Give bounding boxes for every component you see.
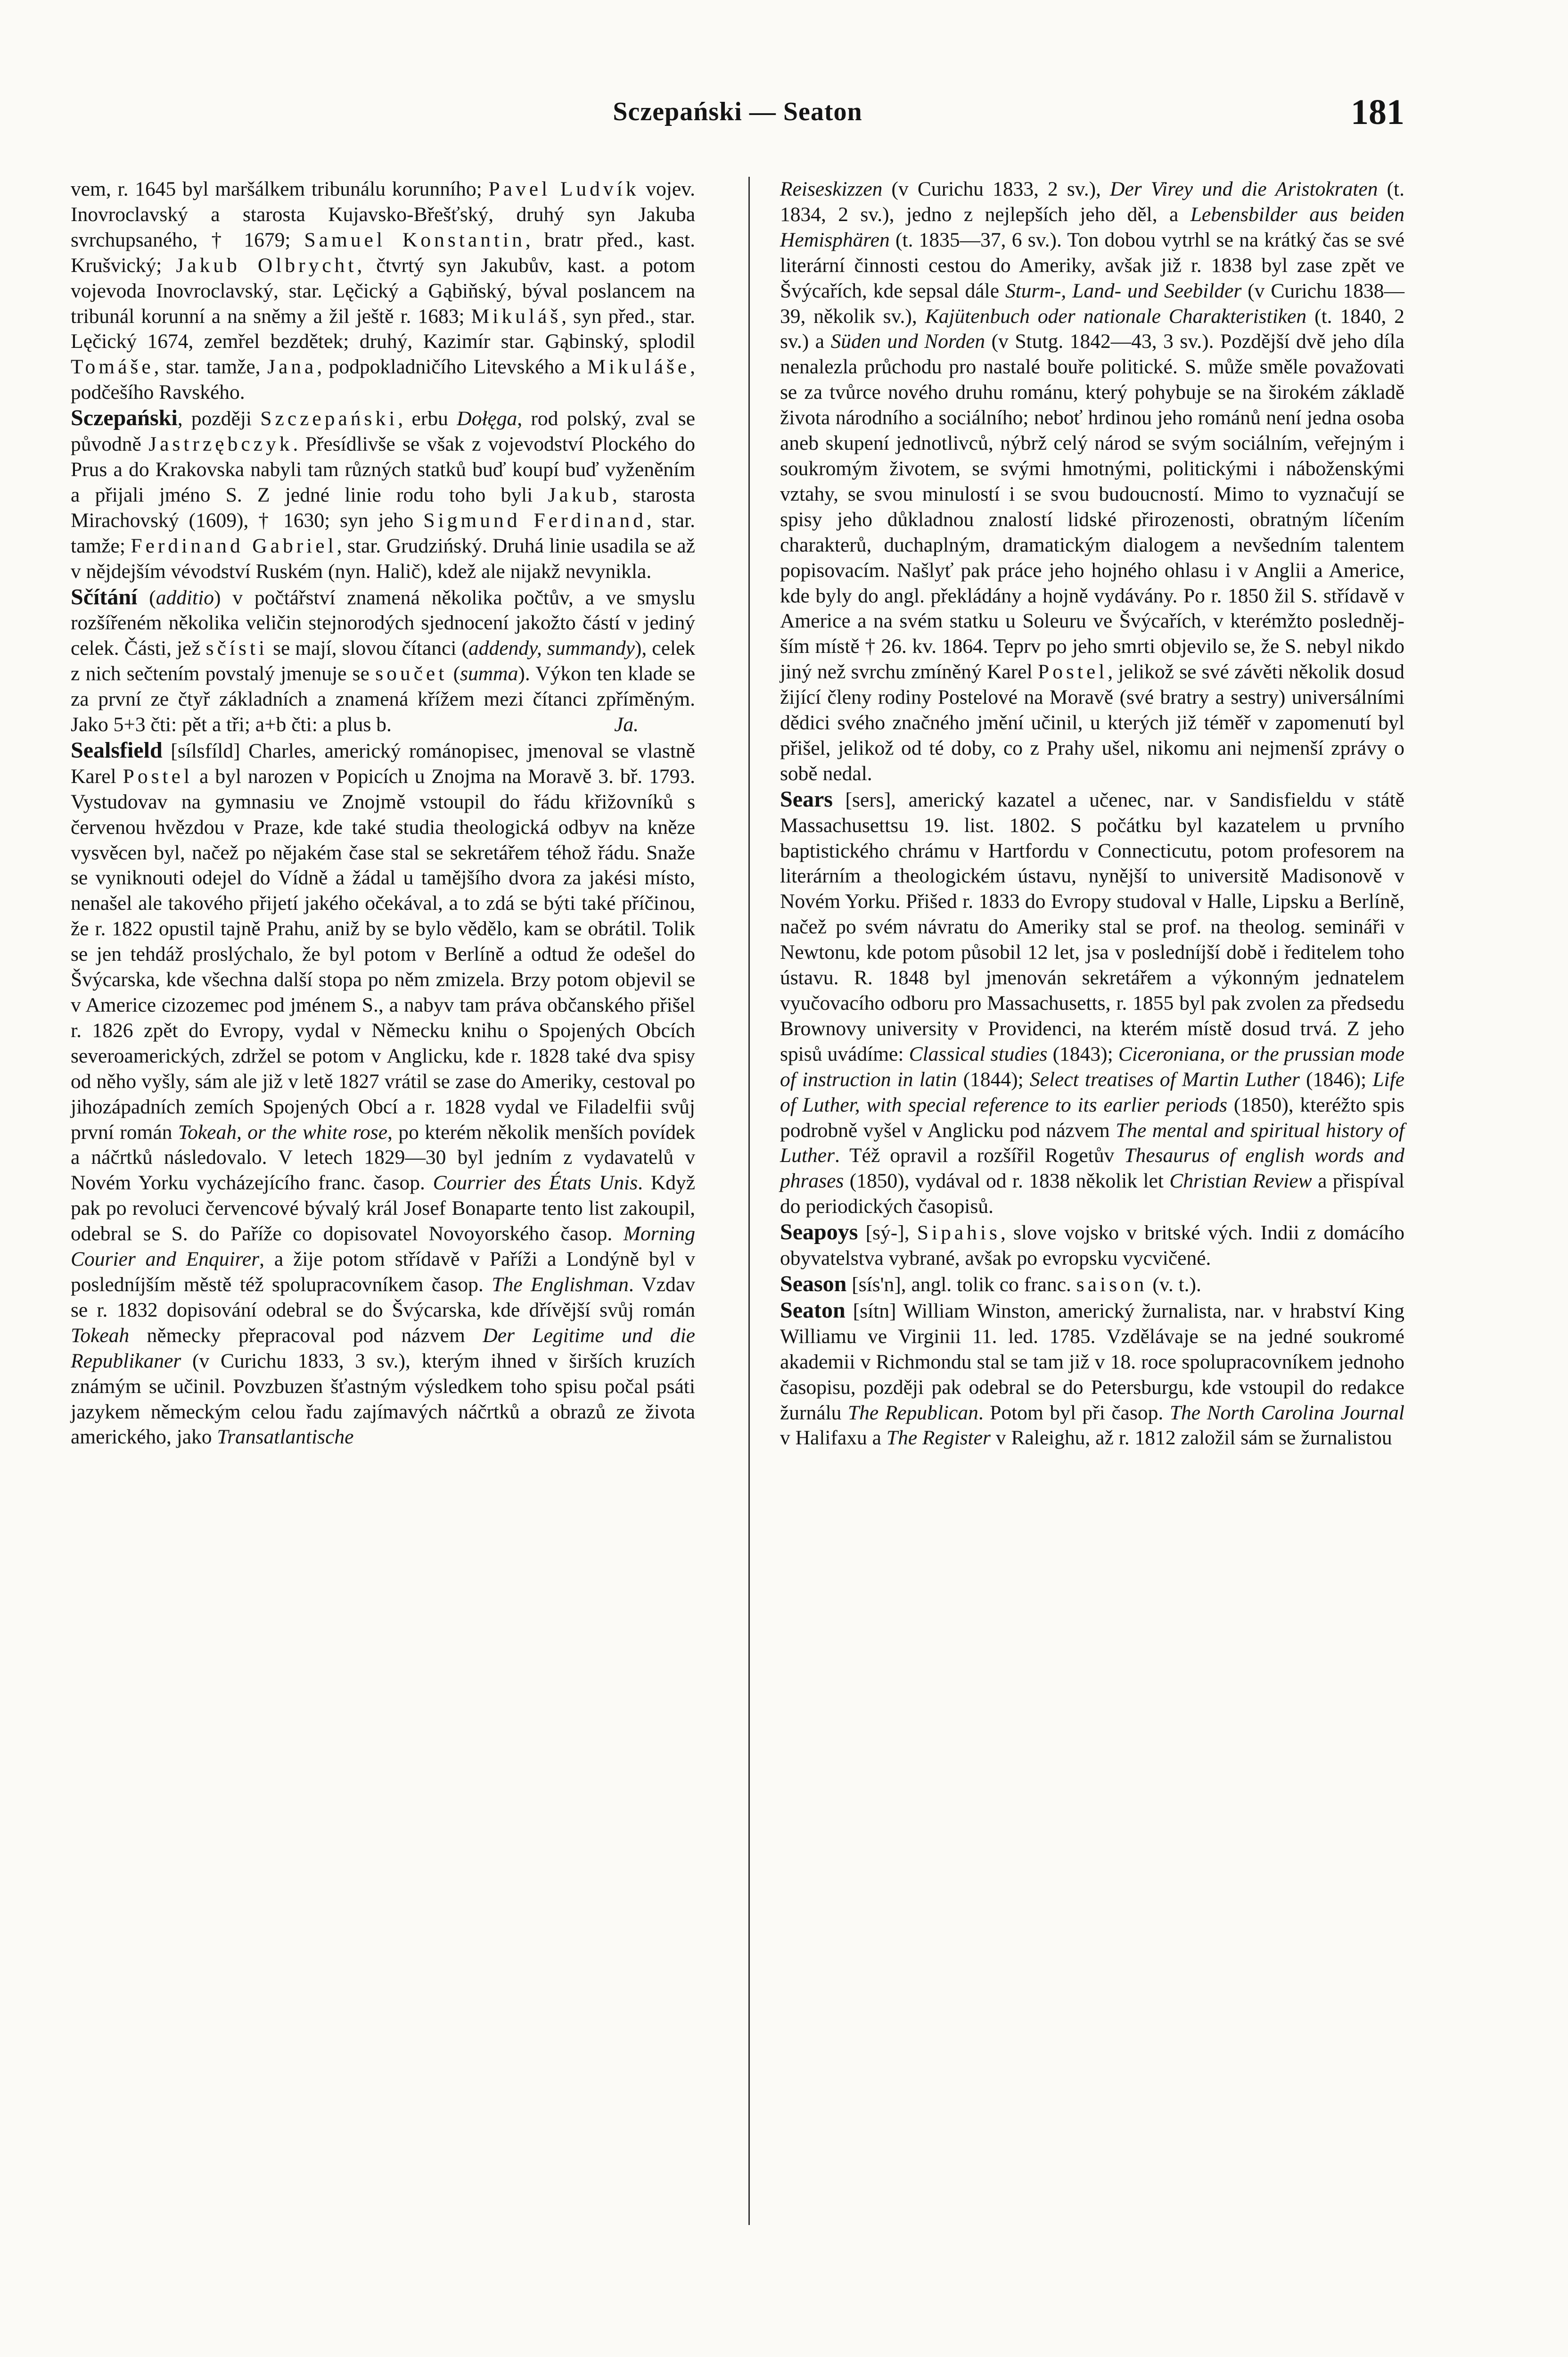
entry-season: Season [sís'n], angl. tolik co franc. saison (v. t.).: [780, 1271, 1201, 1296]
entry-sczepanski: Sczepański, později Szczepański, erbu Dołęga, rod polský, zval se původně Jastrzębczyk. Přesídlivše se však z vojevodství Plockého do Prus a do Krakovska nabyli tam různých statků buď koupí buď vyženěním a přijali jméno S. Z jedné linie rodu toho byli Jakub, starosta Mirachovský (1609), † 1630; syn jeho Sigmund Ferdinand, star. tamže; Ferdinand Gabriel, star. Grudzińský. Druhá linie usadila se až v nějdejším vévodství Ruském (nyn. Halič), kdež ale nijakž nevynikla.: [71, 405, 695, 583]
headword: Sčítání: [71, 584, 138, 610]
entry-sealsfield: Sealsfield [sílsfíld] Charles, americký románopisec, jmenoval se vlastně Karel Postel a byl narozen v Popicích u Znojma na Moravě 3. bř. 1793. Vystudovav na gymnasiu ve Znojmě vstoupil do řádu křižovníků s červenou hvězdou v Praze, kde také studia theologická odbyv na kněze vysvěcen byl, načež po nějakém čase stal se sekretářem téhož řádu. Snaže se vyniknouti odejel do Vídně a žádal u tamějšího dvora za jakési místo, nenašel ale takového přijetí jakého očekával, a to zdá se býti také příčinou, že r. 1822 opustil tajně Prahu, aniž by se bylo vědělo, kam se obrátil. Tolik se jen tehdáž proslýchalo, že byl potom v Berlíně a odtud že odešel do Švýcarska, kde všechna další stopa po něm zmizela. Brzy potom objevil se v Americe cizozemec pod jménem S., a nabyv tam práva občanského přišel r. 1826 zpět do Evropy, vydal v Německu knihu o Spojených Obcích severoamerických, zdržel se potom v Anglicku, kde r. 1828 také dva spisy od něho vyšly, sám ale již v letě 1827 vrátil se zase do Ameriky, cestoval po jihozápadních zemích Spojených Obcí a r. 1828 vydal ve Filadelfii svůj první román Tokeah, or the white rose, po kterém několik menších povídek a náčrtků následovalo. V letech 1829—30 byl jedním z vydavatelů v Novém Yorku vycházejícího franc. časop. Courrier des États Unis. Když pak po revoluci červencové bývalý král Josef Bonaparte tento list zakoupil, odebral se S. do Paříže co dopisovatel Novoyorského časop. Morning Courier and Enquirer, a žije potom střídavě v Paříži a Londýně byl v posledníjším městě též spolupracovníkem časop. The Englishman. Vzdav se r. 1832 dopisování odebral se do Švýcarska, kde dřívější svůj román Tokeah německy přepracoval pod názvem Der Legitime und die Republikaner (v Curichu 1833, 3 sv.), kterým ihned v širších kruzích známým se učinil. Povzbuzen šťastným výsledkem toho spisu počal psáti jazykem německým celou řadu zajímavých náčrtků a obrazů ze života amerického, jako Transatlantische: [71, 737, 696, 1449]
page-number: 181: [1351, 92, 1404, 132]
entry-seapoys: Seapoys [sý-], Sipahis, slove vojsko v britské vých. Indii z domácího obyvatelstva vybrané, avšak po evropsku vycvičené.: [780, 1220, 1404, 1270]
entry-scitani: Sčítání (additio) v počtářství znamená několika počtův, a ve smyslu rozšířeném několika veličin stejnorodých sjednocení jakožto částí v jediný celek. Části, jež sčísti se mají, slovou čítanci (addendy, summandy), celek z nich sečtením povstalý jmenuje se součet (summa). Výkon ten klade se za první ze čtyř základních a znamená křížem mezi čítanci zpříměným. Jako 5+3 čti: pět a tři; a+b čti: a plus b. Ja.: [71, 585, 695, 738]
column-divider: [748, 177, 750, 2225]
headword: Seapoys: [780, 1220, 858, 1245]
headword: Sczepański: [71, 405, 178, 431]
headword: Sealsfield: [71, 737, 163, 763]
headword: Sears: [780, 786, 833, 812]
entry-sczepanski-continued: vem, r. 1645 byl maršálkem tribunálu korunního; Pavel Ludvík vojev. Inovroclavský a starosta Kujavsko-Břešťský, druhý syn Jakuba svrchupsaného, † 1679; Samuel Konstantin, bratr před., kast. Krušvický; Jakub Olbrycht, čtvrtý syn Jakubův, kast. a potom vojevoda Inovroclavský, star. Lęčický a Gąbiňský, býval poslancem na tribunál korunní a na sněmy a žil ještě r. 1683; Mikuláš, syn před., star. Lęčický 1674, zemřel bezdětek; druhý, Kazimír star. Gąbinský, splodil Tomáše, star. tamže, Jana, podpokladničího Litevského a Mikuláše, podčešího Ravského.: [71, 178, 695, 404]
page-header: [71, 92, 1404, 153]
running-title: Sczepański — Seaton: [613, 97, 862, 126]
entry-sealsfield-continued: Reiseskizzen (v Curichu 1833, 2 sv.), Der Virey und die Aristokraten (t. 1834, 2 sv.), jedno z nejlepších jeho děl, a Lebensbilder aus beiden Hemisphären (t. 1835—37, 6 sv.). Ton dobou vytrhl se na krátký čas se své literární činnosti cestou do Ameriky, avšak již r. 1838 byl zase zpět ve Švýcařích, kde sepsal dále Sturm-, Land- und Seebilder (v Curichu 1838—39, několik sv.), Kajütenbuch oder nationale Charakteristiken (t. 1840, 2 sv.) a Süden und Norden (v Stutg. 1842—43, 3 sv.). Pozdější dvě jeho díla nenalezla průchodu pro nastalé bouře politické. S. může směle považovati se za tvůrce nového druhu románu, který pohybuje se na širokém základě života národního a sociálního; neboť hrdinou jeho románů není jedna osoba aneb skupení jednotlivců, nýbrž celý národ se svým sociálním, veřejným i soukromým životem, se svými hmotnými, politickými i náboženskými vztahy, se svou minulostí i se svou budoucností. Mimo to vyznačují se spisy jeho důkladnou znalostí lidské přirozenosti, obratným líčením charakterů, duchaplným, dramatickým dialogem a nevšedním talentem popisovacím. Našlyť pak práce jeho hojného ohlasu i v Anglii a Americe, kde byly do angl. překládány a hojně vydávány. Po r. 1850 žil S. střídavě v Americe a na svém statku u Soleuru ve Švýcařích, v kterémžto poslednějším místě † 26. kv. 1864. Teprv po jeho smrti objevilo se, že S. nebyl nikdo jiný než svrchu zmíněný Karel Postel, jelikož se své závěti několik dosud žijící členy rodiny Postelové na Moravě (své bratry a sestry) universálními dědici svého značného jmění učinil, u kterých již téměř v zapomenutí byl přišel, jelikož od té doby, co z Prahy ušel, nikomu ani nejmenší zprávy o sobě nedal.: [780, 178, 1405, 785]
author-signature: Ja.: [614, 713, 639, 736]
left-column: [71, 177, 695, 1450]
entry-sears: Sears [sers], americký kazatel a učenec, nar. v Sandisfieldu v státě Massachusettsu 19. list. 1802. S počátku byl kazatelem u prvního baptistického chrámu v Hartfordu v Connecticutu, potom profesorem na literárním a theologickém ústavu, nynější to universitě Madisonově v Novém Yorku. Přišed r. 1833 do Evropy studoval v Halle, Lipsku a Berlíně, načež po svém návratu do Ameriky stal se prof. na theolog. semináři v Newtonu, kde potom působil 12 let, jsa v posledníjší době i ředitelem toho ústavu. R. 1848 byl jmenován sekretářem a výkonným jednatelem vyučovacího odboru pro Massachusetts, r. 1855 byl pak zvolen za předsedu Brownovy university v Providenci, na kterém místě dosud trvá. Z jeho spisů uvádíme: Classical studies (1843); Ciceroniana, or the prussian mode of instruction in latin (1844); Select treatises of Martin Luther (1846); Life of Luther, with special reference to its earlier periods (1850), kteréžto spis podrobně vyšel v Anglicku pod názvem The mental and spiritual history of Luther. Též opravil a rozšířil Rogetův Thesaurus of english words and phrases (1850), vydával od r. 1838 několik let Christian Review a přispíval do periodických časopisů.: [780, 786, 1405, 1218]
entry-seaton: Seaton [sítn] William Winston, americký žurnalista, nar. v hrabství King Williamu ve Virginii 11. led. 1785. Vzdělávaje se na jedné soukromé akademii v Richmondu stal se tam již v 18. roce spolupracovníkem jednoho časopisu, později pak odebral se do Petersburgu, kde vstoupil do redakce žurnálu The Republican. Potom byl při časop. The North Carolina Journal v Halifaxu a The Register v Raleighu, až r. 1812 založil sám se žurnalistou: [780, 1297, 1404, 1450]
headword: Season: [780, 1271, 847, 1296]
right-column: [780, 177, 1404, 1451]
headword: Seaton: [780, 1297, 846, 1323]
